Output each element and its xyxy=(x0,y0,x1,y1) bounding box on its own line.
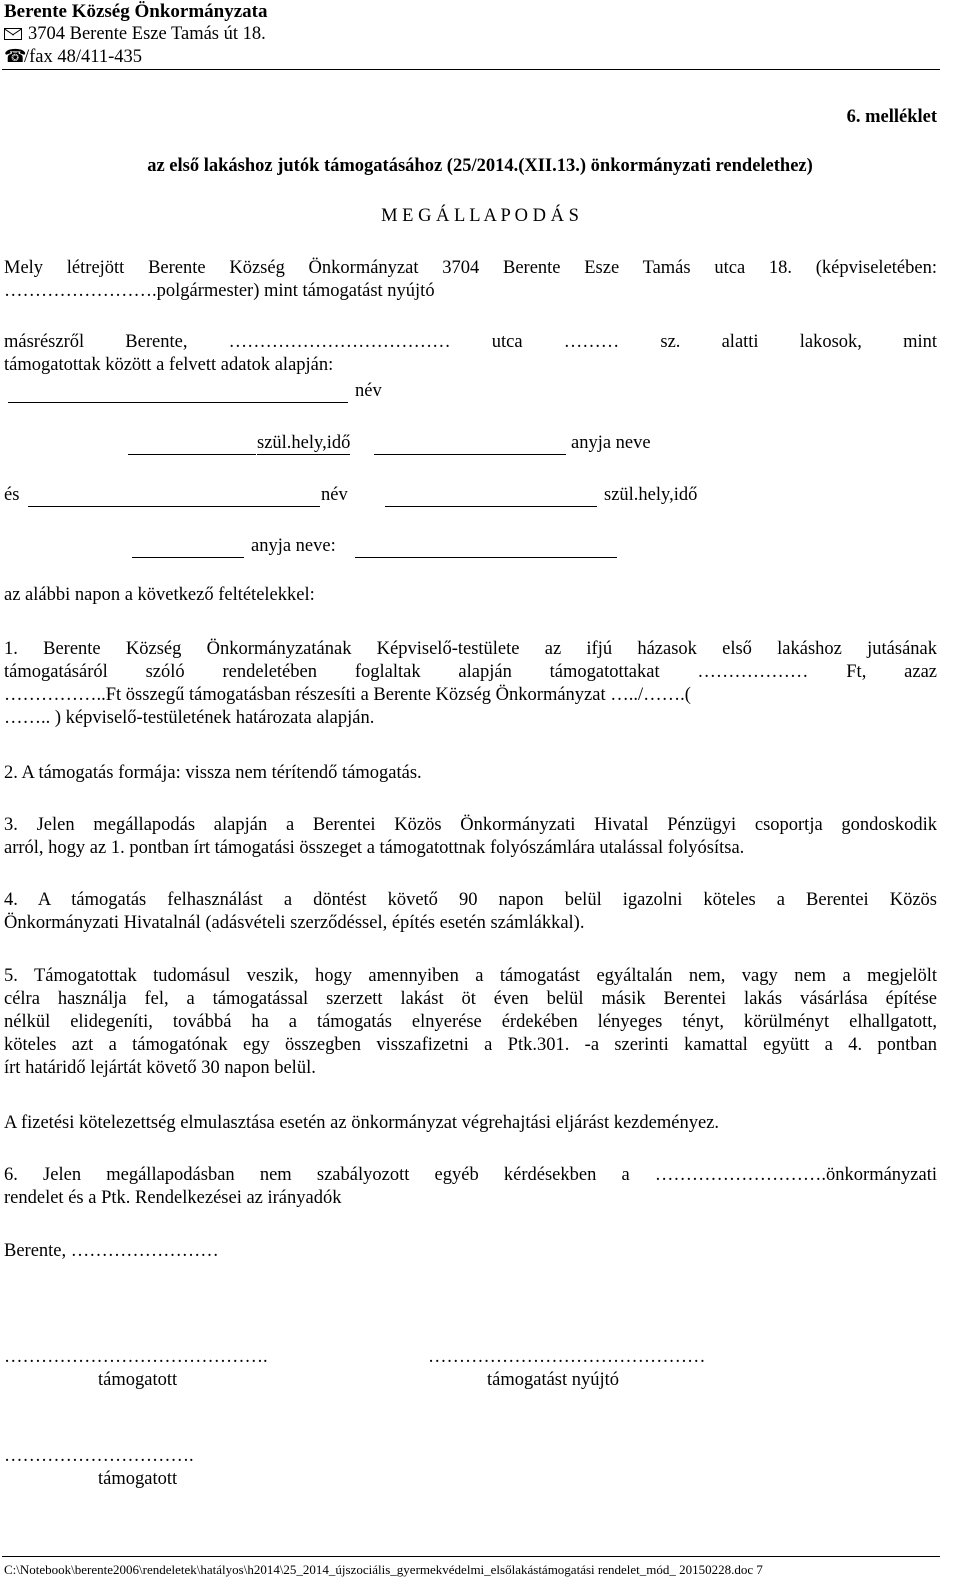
place-date: Berente, …………………… xyxy=(4,1241,219,1261)
phone-text: /fax 48/411-435 xyxy=(24,47,143,67)
birth-blank-line[interactable] xyxy=(374,454,566,455)
footer-file-path: C:\Notebook\berente2006\rendeletek\hatályos\h2014\25_2014_újszociális_gyermekvédelmi_elsőlakástámogatási rendelet_mód_ 20150228.doc 7 xyxy=(4,1562,763,1577)
address-text: 3704 Berente Esze Tamás út 18. xyxy=(28,24,266,44)
name-blank-line-2[interactable] xyxy=(128,454,256,455)
intro-line-4: támogatottak között a felvett adatok alapján: xyxy=(4,355,334,375)
mother2-blank-line[interactable] xyxy=(355,557,617,558)
intro-line-1: Mely létrejött Berente Község Önkormányzat 3704 Berente Esze Tamás utca 18. (képviseletében: xyxy=(4,258,937,278)
intro-line-2: …………………….polgármester) mint támogatást nyújtó xyxy=(4,281,435,301)
signature-dots-1: ……………………………………. xyxy=(4,1347,268,1367)
mother-blank-line[interactable] xyxy=(28,506,320,507)
annex-label: 6. melléklet xyxy=(846,107,937,127)
signature-label-2: támogatást nyújtó xyxy=(487,1370,620,1390)
page-title: M E G Á L L A P O D Á S xyxy=(381,206,579,226)
mother-label: anyja neve xyxy=(571,433,651,453)
signature-dots-3: …………………………. xyxy=(4,1446,194,1466)
point-1-line-2: támogatásáról szóló rendeletében foglaltak alapján támogatottakat ……………… Ft, azaz xyxy=(4,662,937,682)
birth-label xyxy=(257,432,350,455)
birth-label-text: szül.hely,idő xyxy=(257,433,351,453)
phone-line xyxy=(4,45,142,68)
birth2-blank-line[interactable] xyxy=(132,557,244,558)
signature-dots-2: ……………………………………… xyxy=(428,1347,706,1367)
and-label: és xyxy=(4,485,20,505)
name2-blank-line[interactable] xyxy=(385,506,597,507)
name-label: név xyxy=(355,381,382,401)
point-5-line-1: 5. Támogatottak tudomásul veszik, hogy amennyiben a támogatást egyáltalán nem, vagy nem a megjelölt xyxy=(4,966,937,986)
point-6-line-1: 6. Jelen megállapodásban nem szabályozott egyéb kérdésekben a ……………………….önkormányzati xyxy=(4,1165,937,1185)
signature-label-1: támogatott xyxy=(98,1370,178,1390)
point-5-line-2: célra használja fel, a támogatással szerzett lakást öt éven belül másik Berentei lakás vásárlása építése xyxy=(4,989,937,1009)
payment-clause: A fizetési kötelezettség elmulasztása esetén az önkormányzat végrehajtási eljárást kezdeményez. xyxy=(4,1113,719,1133)
mother2-label: anyja neve: xyxy=(251,536,336,556)
address-line xyxy=(4,23,266,45)
conditions-intro: az alábbi napon a következő feltételekkel: xyxy=(4,585,315,605)
intro-line-3: másrészről Berente, ……………………………… utca ……… sz. alatti lakosok, mint xyxy=(4,332,937,352)
org-name: Berente Község Önkormányzata xyxy=(4,1,268,22)
point-3-line-1: 3. Jelen megállapodás alapján a Berentei Közös Önkormányzati Hivatal Pénzügyi csoportja gondoskodik xyxy=(4,815,937,835)
point-4-line-2: Önkormányzati Hivatalnál (adásvételi szerződéssel, építés esetén számlákkal). xyxy=(4,913,585,933)
birth2-label: szül.hely,idő xyxy=(604,485,698,505)
envelope-icon xyxy=(4,28,22,40)
point-1-line-4: …….. ) képviselő-testületének határozata alapján. xyxy=(4,708,375,728)
subtitle: az első lakáshoz jutók támogatásához (25/2014.(XII.13.) önkormányzati rendelethez) xyxy=(147,156,813,176)
name-blank-line[interactable] xyxy=(8,402,348,403)
signature-label-3: támogatott xyxy=(98,1469,178,1489)
point-2: 2. A támogatás formája: vissza nem térítendő támogatás. xyxy=(4,763,422,783)
point-1-line-1: 1. Berente Község Önkormányzatának Képviselő-testülete az ifjú házasok első lakáshoz jutásának xyxy=(4,639,937,659)
header-divider xyxy=(2,69,940,70)
name2-label: név xyxy=(321,485,348,505)
point-1-line-3: ……………..Ft összegű támogatásban részesíti a Berente Község Önkormányzat …../…….( xyxy=(4,685,691,705)
point-5-line-5: írt határidő lejártát követő 30 napon belül. xyxy=(4,1058,316,1078)
point-5-line-4: köteles azt a támogatónak egy összegben visszafizetni a Ptk.301. -a szerinti kamattal együtt a 4. pontban xyxy=(4,1035,937,1055)
point-4-line-1: 4. A támogatás felhasználást a döntést követő 90 napon belül igazolni köteles a Berentei Közös xyxy=(4,890,937,910)
telephone-icon: ☎ xyxy=(4,46,27,66)
footer-divider xyxy=(2,1556,940,1557)
point-5-line-3: nélkül elidegeníti, továbbá ha a támogatás elnyerése érdekében lényeges tényt, körülményt elhallgatott, xyxy=(4,1012,937,1032)
point-6-line-2: rendelet és a Ptk. Rendelkezései az irányadók xyxy=(4,1188,342,1208)
point-3-line-2: arról, hogy az 1. pontban írt támogatási összeget a támogatottnak folyószámlára utalással folyósítsa. xyxy=(4,838,745,858)
